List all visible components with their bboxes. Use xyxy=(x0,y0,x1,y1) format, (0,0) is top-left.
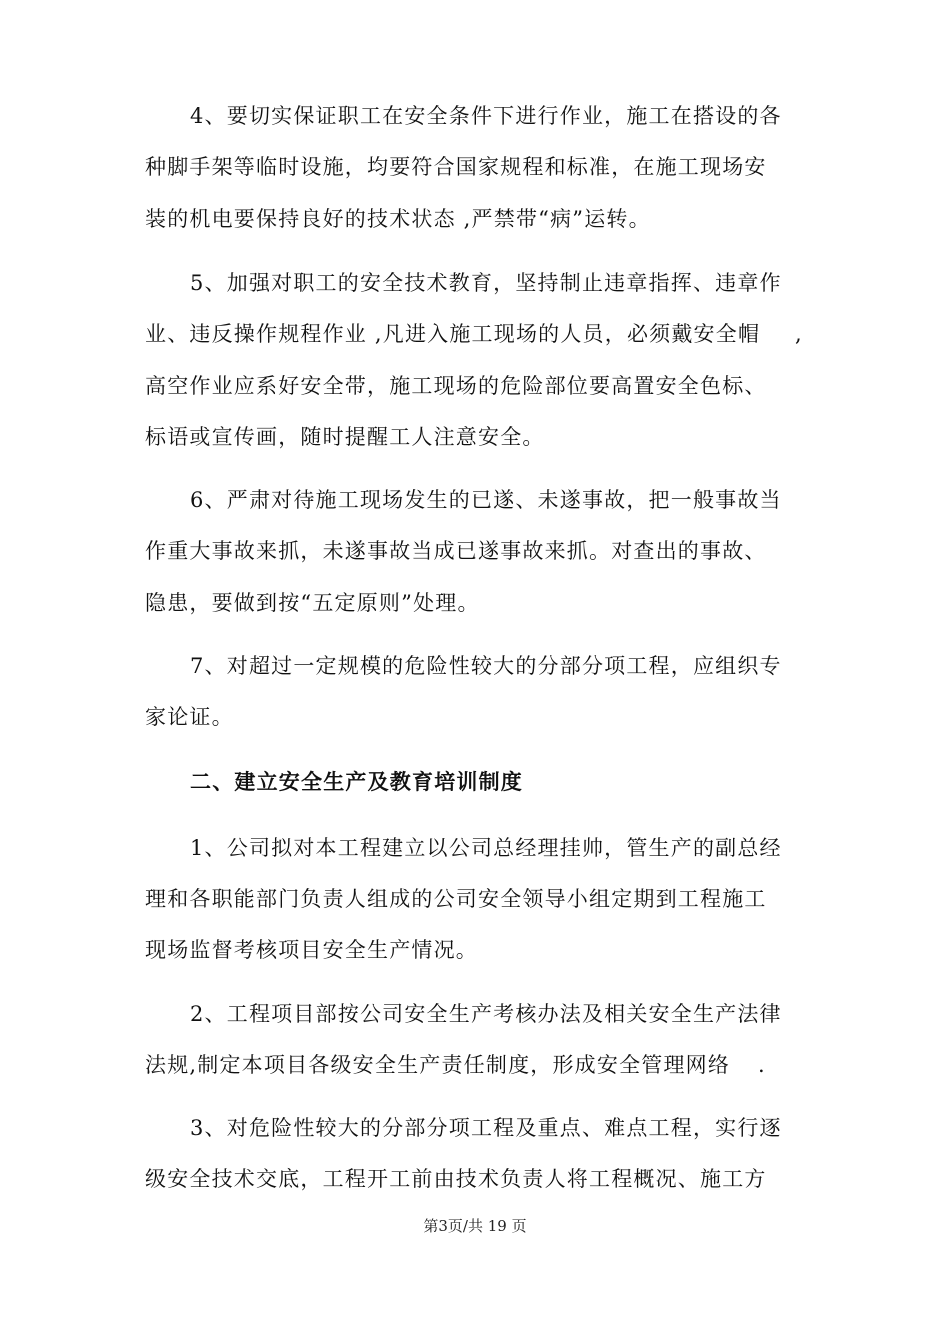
text-line: 家论证。 xyxy=(145,705,234,729)
text-line: 业、违反操作规程作业 ,凡进入施工现场的人员，必须戴安全帽 xyxy=(145,322,761,346)
text-line: 7、对超过一定规模的危险性较大的分部分项工程，应组织专 xyxy=(190,654,782,678)
text-line: 种脚手架等临时设施，均要符合国家规程和标准，在施工现场安 xyxy=(145,155,767,179)
text-line: 理和各职能部门负责人组成的公司安全领导小组定期到工程施工 xyxy=(145,887,767,911)
section-heading: 二、建立安全生产及教育培训制度 xyxy=(190,769,523,794)
text-line: , xyxy=(795,322,803,346)
text-line: 5、加强对职工的安全技术教育，坚持制止违章指挥、违章作 xyxy=(190,271,782,295)
text-line: 6、严肃对待施工现场发生的已遂、未遂事故，把一般事故当 xyxy=(190,488,782,512)
text-line: 装的机电要保持良好的技术状态 ,严禁带“病”运转。 xyxy=(145,207,651,231)
text-line: 隐患，要做到按“五定原则”处理。 xyxy=(145,591,480,615)
text-line: 现场监督考核项目安全生产情况。 xyxy=(145,938,478,962)
text-line: 1、公司拟对本工程建立以公司总经理挂帅，管生产的副总经 xyxy=(190,836,782,860)
text-line: 2、工程项目部按公司安全生产考核办法及相关安全生产法律 xyxy=(190,1002,782,1026)
text-line: . xyxy=(758,1053,766,1077)
text-line: 3、对危险性较大的分部分项工程及重点、难点工程，实行逐 xyxy=(190,1116,782,1140)
text-line: 高空作业应系好安全带，施工现场的危险部位要高置安全色标、 xyxy=(145,374,767,398)
page-number: 第3页/共 19 页 xyxy=(423,1217,527,1235)
text-line: 标语或宣传画，随时提醒工人注意安全。 xyxy=(145,425,545,449)
text-line: 法规,制定本项目各级安全生产责任制度，形成安全管理网络 xyxy=(145,1053,731,1077)
text-line: 4、要切实保证职工在安全条件下进行作业，施工在搭设的各 xyxy=(190,104,782,128)
text-line: 级安全技术交底，工程开工前由技术负责人将工程概况、施工方 xyxy=(145,1167,767,1191)
text-line: 作重大事故来抓，未遂事故当成已遂事故来抓。对查出的事故、 xyxy=(145,539,767,563)
